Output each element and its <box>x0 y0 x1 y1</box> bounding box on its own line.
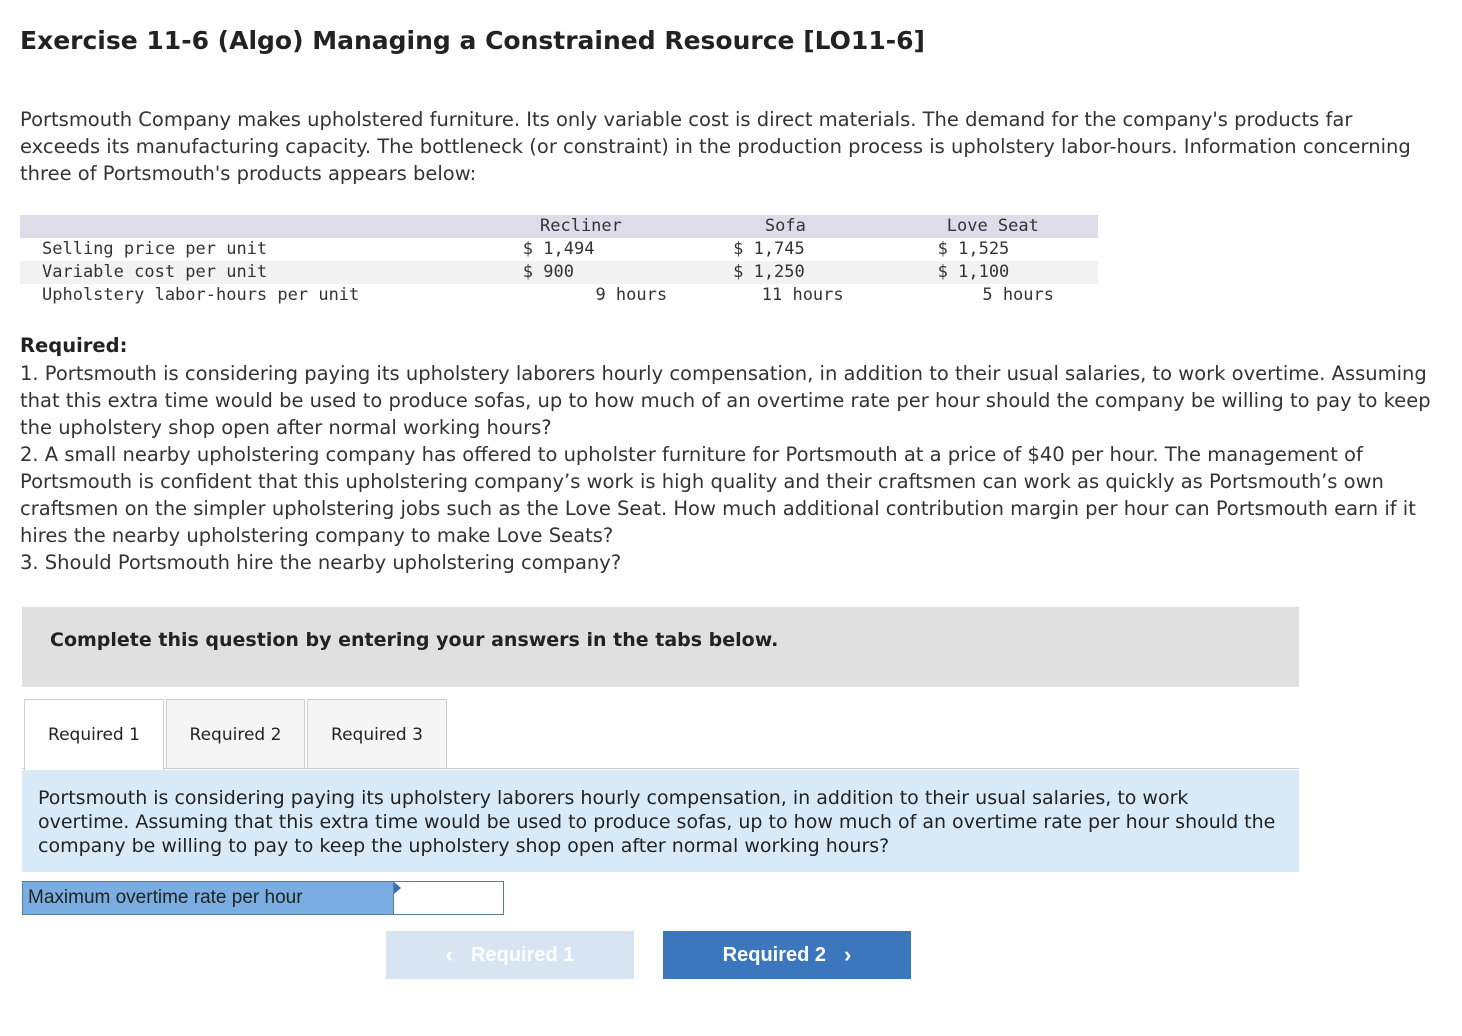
cell-value: 9 hours <box>595 285 668 305</box>
chevron-left-icon: ‹ <box>445 942 453 967</box>
tab-required-3[interactable]: Required 3 <box>307 699 447 769</box>
required-item: 3. Should Portsmouth hire the nearby upholstering company? <box>20 551 622 574</box>
cell-value: $ 1,100 <box>937 262 1010 282</box>
prev-button-label: Required 1 <box>470 943 575 966</box>
input-marker-icon <box>394 882 401 894</box>
cell-value: $ 900 <box>522 262 574 282</box>
table-header-row <box>20 215 1098 238</box>
instruction-text: Complete this question by entering your answers in the tabs below. <box>50 629 779 651</box>
chevron-right-icon: › <box>844 942 852 967</box>
prev-required-button[interactable] <box>386 931 634 979</box>
question-panel: Portsmouth is considering paying its upholstery laborers hourly compensation, in addition to their usual salaries, to work overtime. Assuming that this extra time would be used to produce sofas, up to how much of an overtime rate per hour should the company be willing to pay to keep the upholstery shop open after normal working hours? <box>22 770 1299 872</box>
cell-value: $ 1,494 <box>522 239 595 259</box>
column-header: Recliner <box>479 215 683 238</box>
product-data-table <box>20 215 1098 307</box>
answer-label: Maximum overtime rate per hour <box>22 881 394 915</box>
column-header: Sofa <box>683 215 888 238</box>
next-required-button[interactable] <box>663 931 911 979</box>
table-row <box>20 238 1098 261</box>
cell-value: $ 1,525 <box>937 239 1010 259</box>
table-row <box>20 261 1098 284</box>
cell-value: 11 hours <box>761 285 844 305</box>
cell-value: $ 1,745 <box>733 239 805 259</box>
cell-value: 5 hours <box>982 285 1054 305</box>
cell-value: $ 1,250 <box>733 262 805 282</box>
intro-text: Portsmouth Company makes upholstered furniture. Its only variable cost is direct materials. The demand for the company's products far exceeds its manufacturing capacity. The bottleneck (or constraint) in the production process is upholstery labor-hours. Information concerning three of Portsmouth's products appears below: <box>20 108 1411 185</box>
tab-divider <box>22 768 1299 769</box>
table-header-empty <box>20 215 479 238</box>
table-row <box>20 284 1098 307</box>
tab-required-1[interactable]: Required 1 <box>24 699 164 770</box>
required-list <box>20 360 1440 576</box>
tab-required-2[interactable]: Required 2 <box>166 699 305 769</box>
required-heading: Required: <box>20 334 128 357</box>
instruction-box <box>22 607 1299 687</box>
required-item: 1. Portsmouth is considering paying its upholstery laborers hourly compensation, in addition to their usual salaries, to work overtime. Assuming that this extra time would be used to produce sofas, up to how much of an overtime rate per hour should the company be willing to pay to keep the upholstery shop open after normal working hours? <box>20 362 1431 439</box>
next-button-label: Required 2 <box>722 943 827 966</box>
row-label: Variable cost per unit <box>20 261 479 284</box>
required-item: 2. A small nearby upholstering company has offered to upholster furniture for Portsmouth at a price of $40 per hour. The management of Portsmouth is confident that this upholstering company’s work is high quality and their craftsmen can work as quickly as Portsmouth’s own craftsmen on the simpler upholstering jobs such as the Love Seat. How much additional contribution margin per hour can Portsmouth earn if it hires the nearby upholstering company to make Love Seats? <box>20 443 1416 547</box>
page-title: Exercise 11-6 (Algo) Managing a Constrained Resource [LO11-6] <box>20 26 925 55</box>
column-header: Love Seat <box>888 215 1098 238</box>
row-label: Selling price per unit <box>42 239 268 259</box>
overtime-rate-input[interactable] <box>393 881 504 915</box>
row-label: Upholstery labor-hours per unit <box>42 285 360 305</box>
